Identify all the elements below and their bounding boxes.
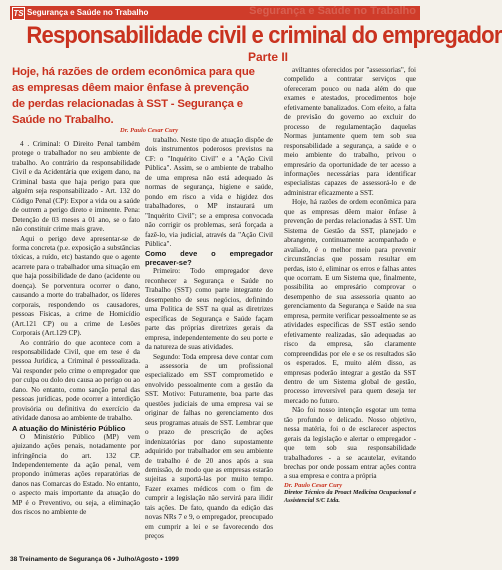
- body-paragraph: Segundo: Toda empresa deve contar com a assessoria de um profissional especializado em SST comprometido e envolvido pessoalmente com a gestão da SST. Motivo: Futuramente, boa parte das questões judiciais de uma empresa vai se originar de falhas no gerenciamento dos seus programas atuais de SST. Lembrar que o prazo de prescrição de ações indenizatórias por dano supostamente adquirido por trabalhador em seu ambiente de trabalho é de 20 anos após a sua demissão, de modo que as empresas estarão sujeitas a suportá-las por muito tempo. Fazer exames médicos com o fim de cumprir a legislação não servirá para ilidir tais ações. De fato, quando da edição das novas NRs 7 e 9, o empregador, preocupado em cumprir a lei e se favorecendo dos preços: [145, 352, 273, 541]
- column-2: [145, 136, 273, 542]
- byline: Dr. Paulo Cesar Cury: [120, 127, 179, 134]
- article-deck: Hoje, há razões de ordem econômica para que as empresas dêem maior ênfase à prevenção de perdas relacionadas à SST - Segurança e Saúde no Trabalho.: [12, 66, 255, 126]
- body-paragraph: trabalho. Neste tipo de atuação dispõe de dois instrumentos poderosos previstos na CF: o "Inquérito Civil" e a "Ação Civil Pública". Assim, se o ambiente de trabalho de uma empresa não está adequado às normas de segurança, higiene e saúde, pondo em risco a vida e higidez dos trabalhadores, o MP instaurará um "Inquérito Civil"; se a empresa convocada não corrigir os problemas, será forçada a fazê-lo, via judicial, através da "Ação Civil Pública".: [145, 136, 273, 248]
- signature-name: Dr. Paulo Cesar Cury: [284, 481, 343, 489]
- body-paragraph: aviltantes oferecidos por "assessorias", foi compelido a contratar serviços que ofereceram pouco ou nada além do que exames e atestados, procedimentos hoje efetivamente banalizados. Com efeito, a falta de previsão do governo ao excluir do processo de regulamentação daquelas Normas juntamente quem tem sob sua responsabilidade a segurança, a saúde e o meio ambiente do trabalho, privou o empresário da oportunidade de ter acesso a informações necessárias para identificar especialistas capazes de assessorá-lo e de administrar eficazmente a SST.: [284, 66, 416, 197]
- article-title: Responsabilidade civil e criminal do empregador: [26, 22, 502, 49]
- section-subhead: A atuação do Ministério Público: [12, 423, 126, 433]
- column-3: [284, 66, 416, 505]
- section-header-bar: [10, 6, 420, 20]
- header-watermark: Segurança e Saúde no Trabalho: [249, 5, 416, 17]
- magazine-logo: TS: [13, 9, 24, 18]
- body-paragraph: Ao contrário do que acontece com a responsabilidade Civil, que em tese é da pessoa Jurídica, a Criminal é pessoalizada. Vai responder pelo crime o empregador que por culpa ou dolo deu causa ao perigo ou ao dano. No entanto, como sanção penal das pessoas jurídicas, pode ocorrer a interdição provisória ou definitiva do exercício da atividade danosa ao ambiente de trabalho.: [12, 338, 140, 423]
- body-paragraph: 4 . Criminal: O Direito Penal também protege o trabalhador no seu ambiente de trabalho. Ao contrário da responsabilidade Civil e da Acidentária que exigem dano, na Criminal basta que haja perigo para que alguém seja responsabilizado - Art. 132 do Código Penal (CP): Expor a vida ou a saúde de outrem a perigo direto e iminente. Pena: Detenção de 03 meses a 01 ano, se o fato não constituir crime mais grave.: [12, 140, 140, 234]
- section-subhead: Como deve o empregador precaver-se?: [145, 249, 273, 268]
- signature-role: Diretor Técnico da Proact Medicina Ocupacional e Assistencial S/C Ltda.: [284, 488, 416, 504]
- column-1: [12, 140, 140, 518]
- section-label: Segurança e Saúde no Trabalho: [27, 8, 149, 17]
- body-paragraph: Não foi nosso intenção esgotar um tema tão profundo e delicado. Nosso objetivo, nessa matéria, foi o de esclarecer aspectos gerais da legislação e alertar o empregador - que tem sob sua responsabilidade trabalhadores - a se acautelar, evitando brechas por onde possam entrar ações contra a sua empresa e contra a própria: [284, 406, 416, 481]
- body-paragraph: Primeiro: Todo empregador deve reconhecer a Segurança e Saúde no Trabalho (SST) como parte integrante do desempenho de seus negócios, definindo uma Política de SST na qual as diretrizes específicas de Segurança e Saúde façam parte das próprias diretrizes gerais da empresa, independentemente do seu porte e da natureza de suas atividades.: [145, 267, 273, 352]
- page-footer: 38 Treinamento de Segurança 06 • Julho/Agosto • 1999: [10, 556, 179, 563]
- body-paragraph: Aqui o perigo deve apresentar-se de forma concreta (p.e. exposição a substâncias tóxicas, a ruído, etc) bastando que o agente acarrete para o trabalhador uma situação em que haja possibilidade de dano (acidente ou doença). Se porventura ocorrer o dano, causando a morte do trabalhador, os líderes corporais, respondendo os causadores, pessoas Físicas, a crime de Homicídio (Art.121 CP) ou a crime de Lesões Corporais (Art.129 CP).: [12, 234, 140, 338]
- body-paragraph: O Ministério Público (MP) vem ajuizando ações penais, notadamente por infringência do art. 132 CP. Independentemente da ação penal, vem propondo inúmeras ações reparatórias de danos nas Comarcas do Estado. No entanto, o aspecto mais importante da atuação do MP é o Preventivo, ou seja, a eliminação dos riscos no ambiente de: [12, 432, 140, 517]
- body-paragraph: Hoje, há razões de ordem econômica para que as empresas dêem maior ênfase à prevenção de perdas relacionadas à SST. Um Sistema de Gestão da SST, planejado e abrangente, continuamente acompanhado e avaliado, é o melhor meio para prevenir circunstâncias que possam resultar em perdas, isto é, eliminar os erros e falhas antes que ocorram. E um Sistema que, finalmente, possibilita ao empresário comprovar o desempenho de sua assessoria quanto ao gerenciamento da Segurança e Saúde na sua empresa, permite verificar pessoalmente se as atividades específicas de SST estão sendo efetivamente realizadas, são adequadas ao risco da empresa, são claramente compreendidas por ele e se os resultados são os esperados. E, muito além disso, as empresas poderão integrar a gestão da SST dentro de um Sistema global de gestão, processo irreversível para quem deseja ter mercado no futuro.: [284, 198, 416, 405]
- article-part: Parte II: [248, 50, 289, 64]
